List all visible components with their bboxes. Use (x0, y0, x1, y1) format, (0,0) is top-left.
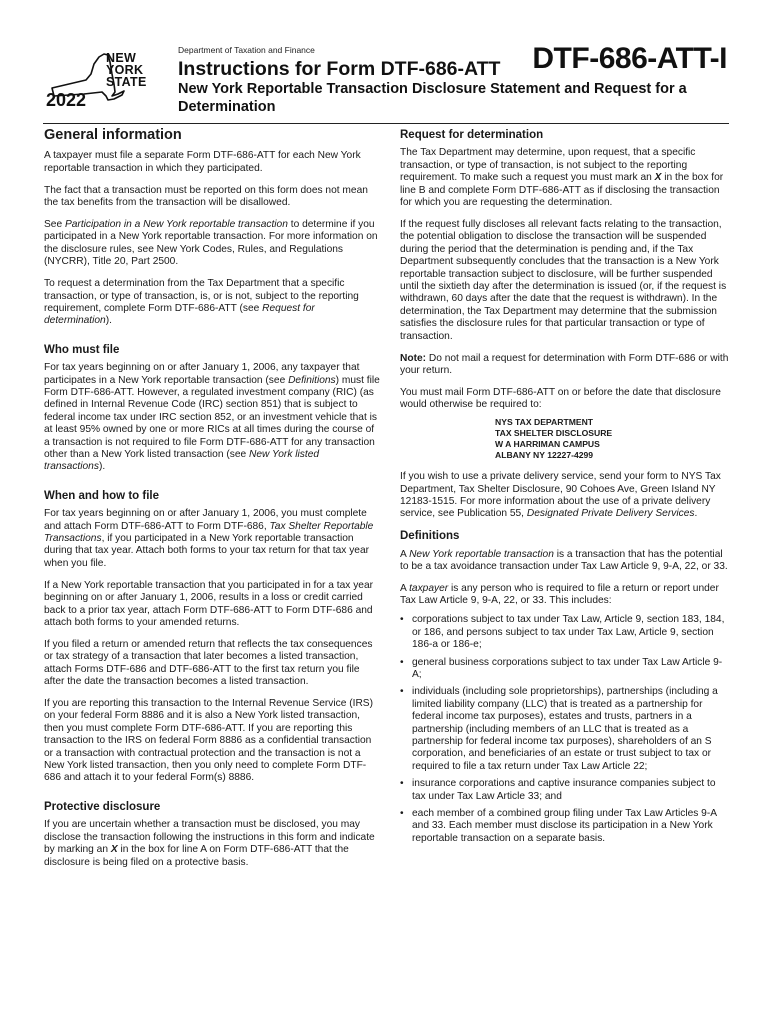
paragraph: A taxpayer is any person who is required to file a return or report under Tax Law Article 9, 9-A, 22, or 33. This includes: (400, 582, 719, 607)
defined-term: taxpayer (409, 582, 449, 594)
reference-link: Request for determination (44, 302, 315, 327)
right-column (400, 129, 730, 850)
logo-wordmark (106, 52, 147, 88)
address-line: W A HARRIMAN CAMPUS (495, 439, 600, 450)
protective-disclosure-heading: Protective disclosure (44, 800, 161, 813)
list-item: • each member of a combined group filing under Tax Law Articles 9-A and 33. Each member must disclose its participation in a New York reportable transaction on a separate basis. (400, 808, 730, 845)
paragraph: The fact that a transaction must be reported on this form does not mean the tax benefits from the transaction will be disallowed. (44, 184, 368, 209)
paragraph: See Participation in a New York reportable transaction to determine if you participated in a New York reportable transaction. For more information on the disclosure rules, see New York Codes, Rules, and Regulations (NYCRR), Title 20, Part 2500. (44, 219, 378, 268)
tax-year: 2022 (46, 90, 87, 110)
reference-link: Tax Shelter Reportable Transactions (44, 520, 374, 545)
list-item: • corporations subject to tax under Tax Law, Article 9, section 183, 184, or 186, and persons subject to tax under Tax Law, Article 9, section 186-a or 186-e; (400, 614, 730, 651)
paragraph: A taxpayer must file a separate Form DTF-686-ATT for each New York reportable transaction in which they participated. (44, 150, 361, 174)
request-for-determination-heading: Request for determination (400, 129, 544, 141)
when-and-how-to-file-heading: When and how to file (44, 489, 159, 502)
paragraph: If you filed a return or amended return that reflects the tax consequences or tax strategy of a transaction that later becomes a listed transaction, attach Forms DTF-686 and DTF-686-ATT to the first tax return you file after the date the transaction becomes a listed transaction. (44, 638, 373, 688)
reference-link: Designated Private Delivery Services (526, 508, 695, 520)
definitions-heading: Definitions (400, 530, 460, 543)
logo-word-new: NEW (106, 51, 137, 65)
paragraph: If you are uncertain whether a transaction must be disclosed, you may disclose the transaction following the instructions in this form and indicate by marking an X in the box for line A on Form DTF-686-ATT that the disclosure is being filed on a protective basis. (44, 819, 375, 868)
defined-term: New York reportable transaction (409, 548, 554, 560)
nys-logo (44, 50, 156, 114)
page-subtitle: New York Reportable Transaction Disclosure Statement and Request for a Determination (178, 81, 687, 115)
form-code: DTF-686-ATT-I (532, 42, 727, 75)
reference-link: Definitions (288, 374, 336, 386)
paragraph: If you are reporting this transaction to the Internal Revenue Service (IRS) on your federal Form 8886 and it is also a New York listed transaction, then you must complete Form DTF-686-ATT. If you are reporting this transaction to the IRS on federal Form 8886 as a confidential transaction or a transaction with contractual protection and the transaction is not a New York listed transaction, then you only need to complete Form DTF-686 and attach it to your federal Form(s) 8886. (44, 698, 373, 784)
paragraph: For tax years beginning on or after January 1, 2006, any taxpayer that participates in a New York reportable transaction (see Definitions) must file Form DTF-686-ATT. However, a regulated investment company (RIC) (as defined in Internal Revenue Code (IRC) section 851) that is subject to federal income tax under IRC section 852, or an investment vehicle that is at least 95% owned by one or more RICs at all times during the course of a transaction is not required to file Form DTF-686-ATT for any transaction other than a New York listed transaction (see New York listed transactions). (44, 362, 380, 473)
logo-word-york: YORK (106, 63, 144, 77)
paragraph: A New York reportable transaction is a transaction that has the potential to be a tax avoidance transaction under Tax Law Article 9, 9-A, 22, or 33. (400, 548, 728, 573)
paragraph: If the request fully discloses all relevant facts relating to the transaction, the potential obligation to disclose the transaction will be suspended during the period that the determination is pending and, if the Tax Department subsequently concludes that the transaction is a New York reportable transaction subject to disclosure, will be further suspended until the sixtieth day after the determination is issued (or, if the request is withdrawn, 60 days after the date that the request is withdrawn). In the determination, the Tax Department may determine that the submission satisfies the disclosure rules for that particular transaction or type of transaction. (400, 218, 727, 342)
left-column (44, 129, 380, 878)
page-title: Instructions for Form DTF-686-ATT (178, 58, 501, 80)
address-line: NYS TAX DEPARTMENT (495, 417, 594, 428)
note-label: Note: (400, 352, 427, 364)
taxpayer-list (400, 614, 730, 845)
paragraph: For tax years beginning on or after January 1, 2006, you must complete and attach Form DTF-686-ATT to Form DTF-686, Tax Shelter Reportable Transactions, if you participated in a New York reportable transaction during that tax year. Attach both forms to your tax return for that tax year when you file. (44, 508, 374, 569)
mailing-address (495, 417, 730, 461)
list-item: • general business corporations subject to tax under Tax Law Article 9-A; (400, 657, 730, 682)
address-line: ALBANY NY 12227-4299 (495, 450, 594, 461)
general-information-heading: General information (44, 127, 182, 143)
address-line: TAX SHELTER DISCLOSURE (495, 428, 613, 439)
logo-word-state: STATE (106, 75, 147, 89)
department-name: Department of Taxation and Finance (178, 45, 315, 55)
list-item: • insurance corporations and captive insurance companies subject to tax under Tax Law Article 33; and (400, 778, 730, 803)
paragraph: If a New York reportable transaction that you participated in for a tax year beginning on or after January 1, 2006, results in a loss or credit carried back to a prior tax year, attach Form DTF-686-ATT to Form DTF-686 and attach both forms to your amended returns. (44, 579, 374, 628)
reference-link: New York listed transactions (44, 449, 320, 473)
header-divider (43, 123, 729, 124)
note-paragraph: Note: Do not mail a request for determination with Form DTF-686 or with your return. (400, 352, 729, 376)
who-must-file-heading: Who must file (44, 343, 120, 356)
paragraph: To request a determination from the Tax Department that a specific transaction, or type of transaction, is, or is not, subject to the reporting requirement, complete Form DTF-686-ATT (see Request for determination). (44, 278, 359, 327)
paragraph: The Tax Department may determine, upon request, that a specific transaction, or type of transaction, is not subject to the reporting requirement. To make such a request you must mark an X in the box for line B and complete Form DTF-686-ATT as if disclosing the transaction for which you are requesting the determination. (400, 147, 724, 209)
reference-link: Participation in a New York reportable transaction (64, 219, 288, 231)
paragraph: You must mail Form DTF-686-ATT on or before the date that disclosure would otherwise be required to: (400, 386, 721, 411)
paragraph: If you wish to use a private delivery service, send your form to NYS Tax Department, Tax Shelter Disclosure, 90 Cohoes Ave, Green Island NY 12183-1515. For more information about the use of a private delivery service, see Publication 55, Designated Private Delivery Services. (400, 471, 721, 520)
list-item: • individuals (including sole proprietorships), partnerships (including a limited liability company (LLC) that is treated as a partnership for federal income tax purposes), estates and trusts, partners in a partnership (including members of an LLC that is treated as a partnership for federal income tax purposes), shareholders of an S corporation, and beneficiaries of an estate or trust subject to tax or required to file a tax return under Tax Law Article 22; (400, 686, 730, 773)
